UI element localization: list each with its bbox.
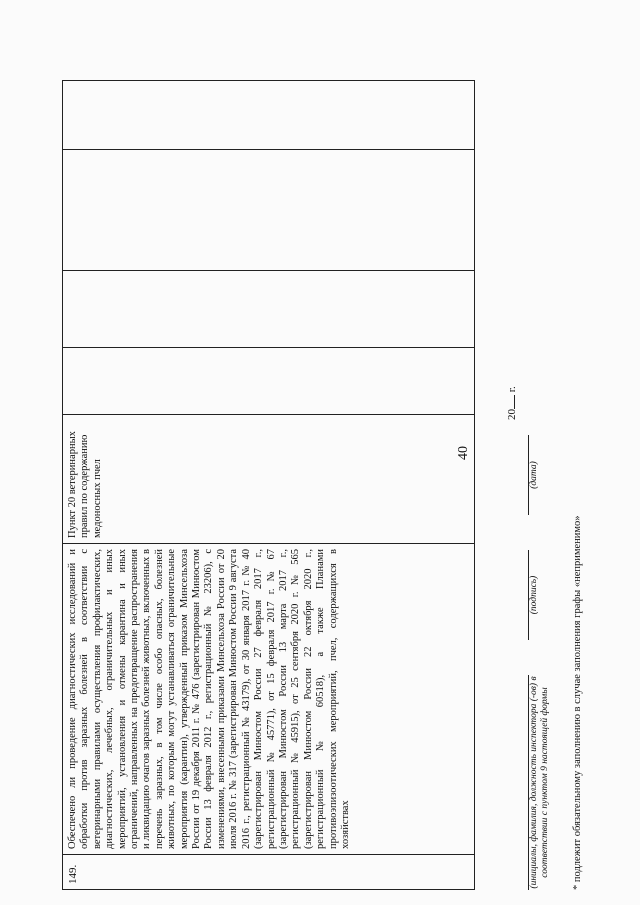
date-line [528,435,540,515]
inspector-caption: (инициалы, фамилия, должность инспектора (-ов) в соответствии с пунктом 9 настоящей формы [529,676,550,889]
year-field: 20 г. [506,386,518,420]
answer-yes-cell[interactable] [63,348,475,415]
answer-not-applicable-cell[interactable] [63,150,475,271]
row-number-cell: 149. [63,855,475,890]
inspector-line [528,675,551,890]
footnote: * подлежит обязательному заполнению в случае заполнения графы «неприменимо» [572,515,583,890]
table-row [63,81,475,890]
year-blank[interactable] [514,395,515,409]
answer-no-cell[interactable] [63,271,475,348]
legal-reference-cell: Пункт 20 ветеринарных правил по содержанию медоносных пчел [63,415,475,544]
requirement-cell: Обеспечено ли проведение диагностических исследований и обработки против заразных болезней в соответствии с ветеринарными правилами осуществления профилактических, диагностических, лечебных, ограничительных и иных мероприятий, установления и отмены карантина и иных ограничений, направленных на предотвращение распространения и ликвидацию очагов заразных болезней животных, включенных в перечень заразных, в том числе особо опасных, болезней животных, по которым могут устанавливаться ограничительные мероприятия (карантин), утвержденный приказом Минсельхоза России от 19 декабря 2011 г. № 476 (зарегистрирован Минюстом России 13 февраля 2012 г., регистрационный № 23206), с изменениями, внесенными приказами Минсельхоза России от 20 июля 2016 г. № 317 (зарегистрирован Минюстом России 9 августа 2016 г., регистрационный № 43179), от 30 января 2017 г. № 40 (зарегистрирован Минюстом России 27 февраля 2017 г., регистрационный № 45771), от 15 февраля 2017 г. № 67 (зарегистрирован Минюстом России 13 марта 2017 г., регистрационный № 45915), от 25 сентября 2020 г. № 565 (зарегистрирован Минюстом России 22 октября 2020 г., регистрационный № 60518), а также Планами противоэпизоотических мероприятий, пчел, содержащихся в хозяйствах [63,544,475,855]
checklist-table-container [62,80,475,890]
page-number: 40 [456,446,471,460]
checklist-table [62,80,475,890]
date-caption: (дата) [529,461,539,489]
signature-line [528,550,540,640]
signature-caption: (подпись) [529,575,539,615]
comment-cell[interactable] [63,81,475,150]
signature-block [506,290,562,890]
